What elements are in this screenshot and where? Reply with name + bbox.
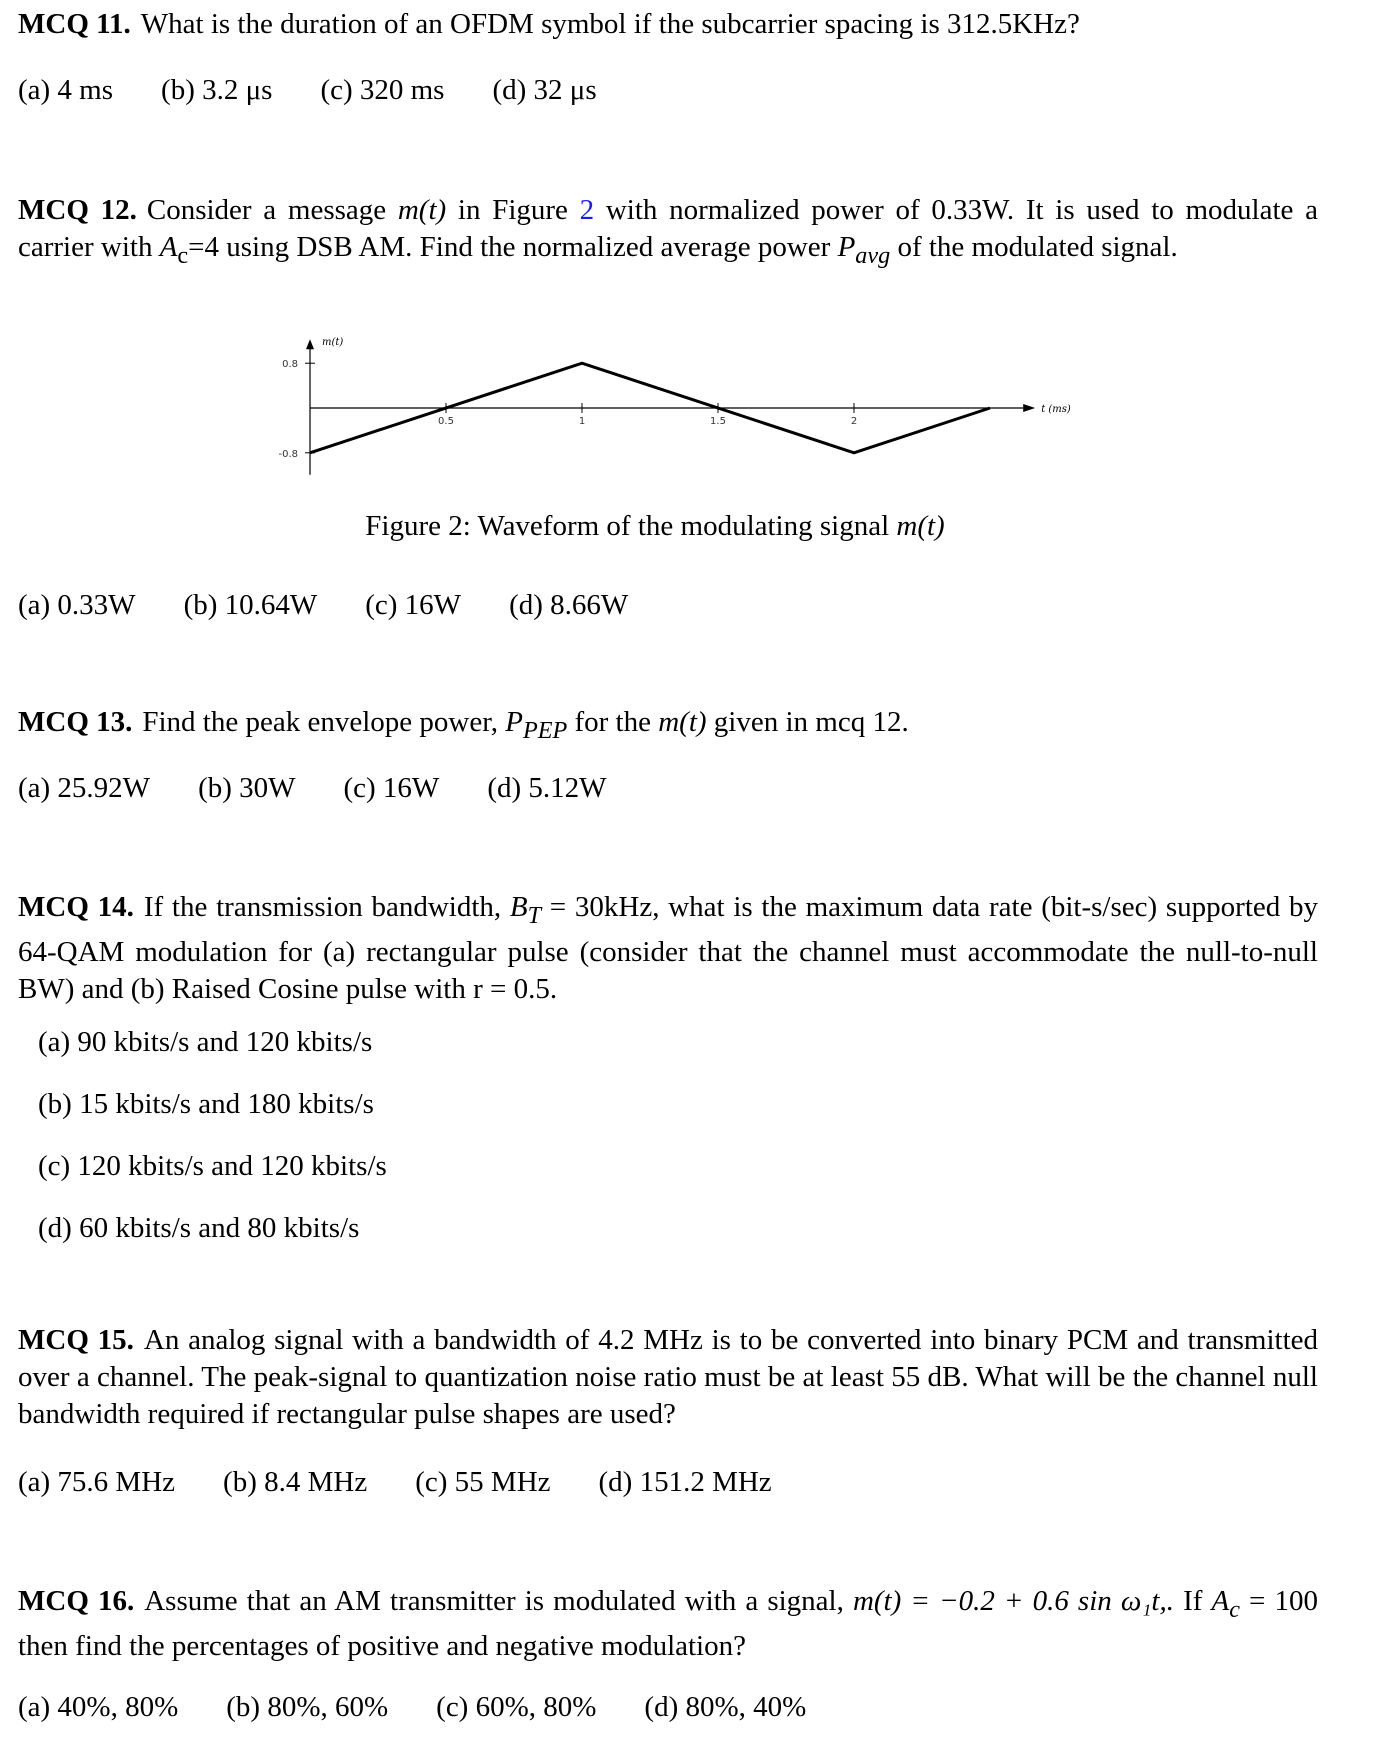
- mcq-15-option-b: (b) 8.4 MHz: [223, 1466, 368, 1498]
- mcq-13-text-a: Find the peak envelope power,: [142, 706, 506, 738]
- mcq-14-question: [18, 889, 1318, 1008]
- mcq-14-options: [18, 1011, 387, 1259]
- math-ac: A: [1211, 1585, 1230, 1617]
- mcq-11-option-b: (b) 3.2 μs: [161, 74, 273, 106]
- mcq-16-question: [18, 1583, 1318, 1665]
- mcq-12-text-b: in Figure: [446, 194, 580, 226]
- math-ac: A: [159, 231, 178, 263]
- mcq-11-option-d: (d) 32 μs: [492, 74, 597, 106]
- mcq-12-text-e: of the modulated signal.: [890, 231, 1178, 263]
- mcq-16-text-a: Assume that an AM transmitter is modulated with a signal,: [144, 1585, 853, 1617]
- figure-caption-math: m(t): [896, 510, 945, 542]
- mcq-16-options: [18, 1689, 806, 1726]
- x-axis-arrow: [1023, 404, 1035, 412]
- mcq-12-text-a: Consider a message: [146, 194, 398, 226]
- mcq-14-option-b: (b) 15 kbits/s and 180 kbits/s: [38, 1088, 374, 1120]
- mcq-15-option-c: (c) 55 MHz: [415, 1466, 551, 1498]
- mcq-12-question: [18, 192, 1318, 274]
- figure-caption-wrap: [0, 510, 1390, 543]
- math-m-t: m(t): [658, 706, 707, 738]
- mcq-13-question: [18, 704, 1318, 749]
- y-axis-label: m(t): [322, 337, 344, 349]
- mcq-11-option-a: (a) 4 ms: [18, 74, 114, 106]
- mcq-12-option-d: (d) 8.66W: [509, 589, 629, 621]
- mcq-11-text: What is the duration of an OFDM symbol if the subcarrier spacing is 312.5KHz?: [140, 8, 1080, 40]
- mcq-16-label: MCQ 16.: [18, 1585, 135, 1617]
- figure-caption-text: Figure 2: Waveform of the modulating signal: [365, 510, 897, 542]
- mcq-14-option-d: (d) 60 kbits/s and 80 kbits/s: [38, 1212, 360, 1244]
- y-tick-label: -0.8: [278, 448, 298, 460]
- math-formula: m(t) = −0.2 + 0.6 sin ω₁t,.: [852, 1585, 1174, 1617]
- math-pavg-sub: avg: [855, 241, 891, 269]
- mcq-13-options: [18, 770, 607, 807]
- y-tick-label: 0.8: [282, 359, 298, 371]
- math-ac-sub: c: [177, 241, 189, 269]
- mcq-15-text: An analog signal with a bandwidth of 4.2 MHz is to be converted into binary PCM and transmitted over a channel. The peak-signal to quantization noise ratio must be at least 55 dB. What will be the channel null bandwidth required if rectangular pulse shapes are used?: [18, 1324, 1319, 1430]
- mcq-13-option-a: (a) 25.92W: [18, 772, 151, 804]
- mcq-11-options: [18, 72, 597, 109]
- mcq-15-label: MCQ 15.: [18, 1324, 134, 1356]
- mcq-16-option-a: (a) 40%, 80%: [18, 1691, 179, 1723]
- math-ppep-sub: PEP: [522, 716, 568, 744]
- mcq-16-option-b: (b) 80%, 60%: [226, 1691, 389, 1723]
- mcq-16-option-d: (d) 80%, 40%: [644, 1691, 807, 1723]
- figure-reference-link[interactable]: 2: [579, 194, 595, 226]
- mcq-11-label: MCQ 11.: [18, 8, 131, 40]
- math-ac-sub: c: [1229, 1595, 1240, 1623]
- mcq-15-question: [18, 1322, 1318, 1433]
- mcq-13-text-c: given in mcq 12.: [706, 706, 909, 738]
- mcq-14-text-a: If the transmission bandwidth,: [143, 891, 510, 923]
- mcq-12-option-b: (b) 10.64W: [183, 589, 318, 621]
- mcq-14-text-b: = 30kHz, what is the maximum data rate (bit-s/sec) supported by 64-QAM modulation for (a) rectangular pulse (consider that the channel must accommodate the null-to-null BW) and (b) Raised Cosine pulse with r = 0.5.: [18, 891, 1319, 1005]
- math-bt: B: [509, 891, 528, 923]
- mcq-12-label: MCQ 12.: [18, 194, 137, 226]
- mcq-13-option-c: (c) 16W: [343, 772, 440, 804]
- mcq-11-option-c: (c) 320 ms: [320, 74, 445, 106]
- figure-caption: [0, 510, 1310, 543]
- mcq-14-option-a: (a) 90 kbits/s and 120 kbits/s: [38, 1026, 373, 1058]
- mcq-12-options: [18, 587, 628, 624]
- waveform-chart: [0, 330, 1390, 490]
- mcq-12-option-c: (c) 16W: [365, 589, 462, 621]
- mcq-12-text-c: with normalized power of 0.33W. It is used to modulate a carrier with: [18, 194, 1318, 263]
- mcq-12-option-a: (a) 0.33W: [18, 589, 136, 621]
- y-axis-arrow: [306, 339, 314, 349]
- mcq-14-label: MCQ 14.: [18, 891, 134, 923]
- mcq-15-options: [18, 1464, 772, 1501]
- math-m-t: m(t): [397, 194, 447, 226]
- x-tick-label: 1.5: [710, 416, 726, 427]
- mcq-13-text-b: for the: [567, 706, 659, 738]
- x-tick-label: 1: [578, 416, 586, 427]
- math-bt-sub: T: [527, 901, 542, 929]
- math-pavg: P: [837, 231, 856, 263]
- x-tick-label: 2: [850, 416, 858, 427]
- mcq-16-option-c: (c) 60%, 80%: [436, 1691, 597, 1723]
- mcq-13-option-d: (d) 5.12W: [487, 772, 607, 804]
- x-axis-label: t (ms): [1041, 404, 1071, 415]
- mcq-13-label: MCQ 13.: [18, 706, 133, 738]
- mcq-14-option-c: (c) 120 kbits/s and 120 kbits/s: [38, 1150, 387, 1182]
- mcq-15-option-a: (a) 75.6 MHz: [18, 1466, 176, 1498]
- mcq-16-text-c: = 100 then find the percentages of positive and negative modulation?: [18, 1585, 1318, 1662]
- mcq-12-text-d: =4 using DSB AM. Find the normalized average power: [188, 231, 838, 263]
- mcq-11-question: [18, 6, 1318, 43]
- x-tick-label: 0.5: [438, 416, 454, 427]
- mcq-13-option-b: (b) 30W: [198, 772, 296, 804]
- mcq-16-text-b: If: [1173, 1585, 1212, 1617]
- mcq-15-option-d: (d) 151.2 MHz: [598, 1466, 772, 1498]
- math-ppep: P: [505, 706, 523, 738]
